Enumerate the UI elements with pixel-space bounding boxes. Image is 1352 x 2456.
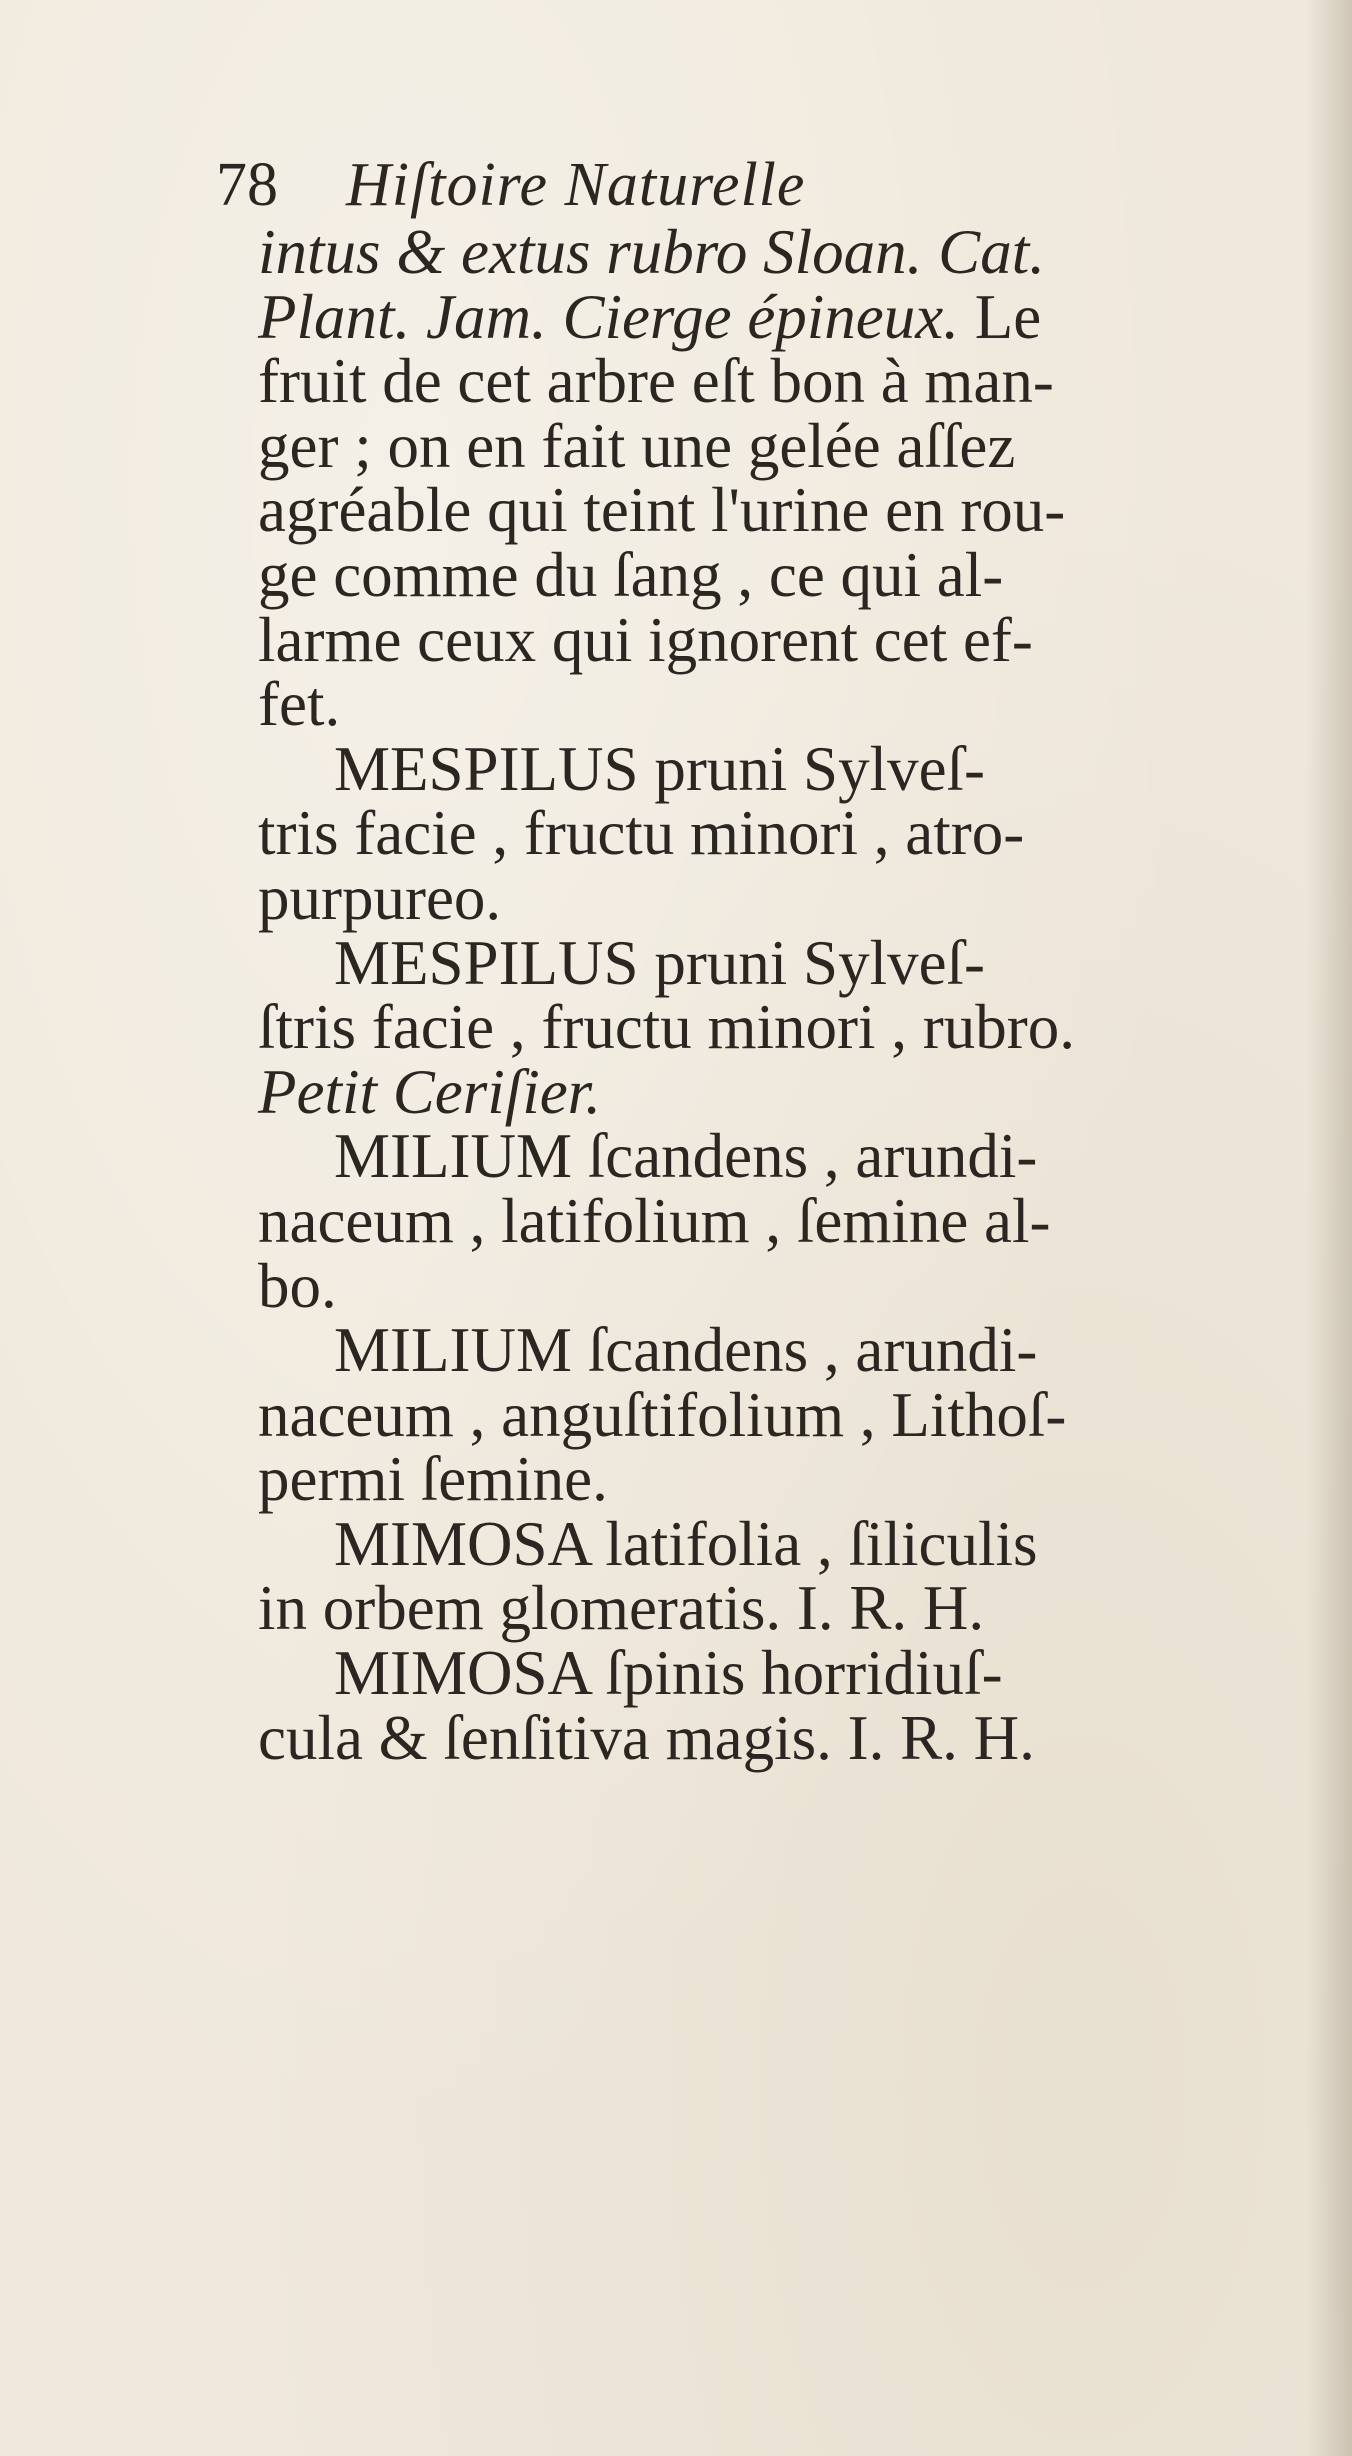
- text-line: bo.: [258, 1250, 337, 1321]
- text-line: agréable qui teint l'urine en rou-: [258, 475, 1066, 546]
- entry-heading: MIMOSA latifolia , ſiliculis: [334, 1508, 1038, 1579]
- entry-heading: MESPILUS pruni Sylveſ-: [334, 733, 986, 804]
- entry-heading: MIMOSA ſpinis horridiuſ-: [334, 1638, 1003, 1709]
- entry-heading: MILIUM ſcandens , arundi-: [334, 1315, 1038, 1386]
- text-line: permi ſemine.: [258, 1444, 608, 1515]
- body-text: [258, 217, 1278, 1773]
- text-line: tris facie , fructu minori , atro-: [258, 798, 1025, 869]
- running-title: Hiſtoire Naturelle: [346, 151, 806, 219]
- text-line: ge comme du ſang , ce qui al-: [258, 539, 1004, 610]
- running-head: [216, 150, 805, 220]
- italic-citation: Plant. Jam. Cierge épineux.: [258, 281, 959, 352]
- text-line: naceum , latifolium , ſemine al-: [258, 1185, 1051, 1256]
- text-line: purpureo.: [258, 862, 502, 933]
- text-line: naceum , anguſtifolium , Lithoſ-: [258, 1379, 1067, 1450]
- entry-heading: MESPILUS pruni Sylveſ-: [334, 927, 986, 998]
- text-line: Plant. Jam. Cierge épineux. Le: [258, 281, 1042, 352]
- page-number: 78: [216, 151, 278, 219]
- text-line: in orbem glomeratis. I. R. H.: [258, 1573, 985, 1644]
- text-line: cula & ſenſitiva magis. I. R. H.: [258, 1702, 1035, 1773]
- text-line: larme ceux qui ignorent cet ef-: [258, 604, 1033, 675]
- page-edge-shadow: [1306, 0, 1352, 2456]
- text-line: intus & extus rubro Sloan. Cat.: [258, 217, 1045, 287]
- entry-heading: MILIUM ſcandens , arundi-: [334, 1121, 1038, 1192]
- text-line: ſtris facie , fructu minori , rubro.: [258, 992, 1076, 1063]
- text-line: ger ; on en fait une gelée aſſez: [258, 410, 1016, 481]
- text-line: fruit de cet arbre eſt bon à man-: [258, 346, 1054, 417]
- text-line: fet.: [258, 669, 341, 740]
- text-line: Petit Ceriſier.: [258, 1056, 601, 1127]
